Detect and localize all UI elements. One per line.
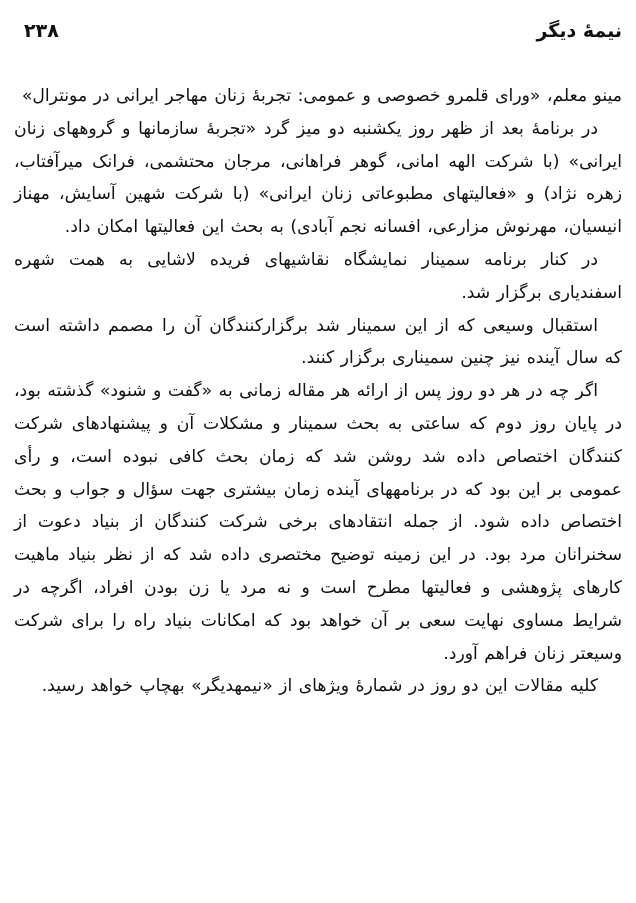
page-header — [14, 14, 622, 48]
paragraph: کلیه مقالات این دو روز در شمارهٔ ویژهای از «نیمهدیگر» بهچاپ خواهد رسید. — [41, 676, 598, 697]
paragraph: در برنامهٔ بعد از ظهر روز یکشنبه دو میز گرد «تجربهٔ سازمانها و گروههای زنان ایرانی» (با شرکت الهه امانی، گوهر فراهانی، مرجان محتشمی، فرانک میرآفتاب، زهره نژاد) و «فعالیتهای مطبوعاتی زنان ایرانی» (با شرکت شهین آسایش، مهناز انیسیان، مهرنوش مزارعی، افسانه نجم آبادی) به بحث این فعالیتها امکان داد. — [14, 118, 622, 238]
page-number: ۲۳۸ — [24, 20, 59, 42]
paragraph: مینو معلم، «ورای قلمرو خصوصی و عمومی: تجربهٔ زنان مهاجر ایرانی در مونترال» — [21, 86, 622, 106]
paragraph: استقبال وسیعی که از این سمینار شد برگزارکنندگان آن را مصمم داشته است که سال آینده نیز چنین سمیناری برگزار کنند. — [14, 315, 622, 369]
body-text — [14, 80, 622, 703]
paragraph: اگر چه در هر دو روز پس از ارائه هر مقاله زمانی به «گفت و شنود» گذشته بود، در پایان روز دوم که ساعتی به بحث سمینار و مشکلات آن و پیشنهادهای شرکت کنندگان اختصاص داده شد روشن شد که زمان بحث کافی نبوده است، و رأی عمومی بر این بود که در برنامههای آینده زمان بیشتری جهت سؤال و جواب و بحث اختصاص داده شود. از جمله انتقادهای برخی شرکت کنندگان از بنیاد دعوت از سخنرانان مرد بود. در این زمینه توضیح مختصری داده شد که از نظر بنیاد ماهیت کارهای پژوهشی و فعالیتها مطرح است و نه مرد یا زن بودن افراد، اگرچه در شرایط مساوی نهایت سعی بر آن خواهد بود که امکانات بنیاد راه را برای شرکت وسیعتر زنان فراهم آورد. — [14, 381, 622, 664]
running-title: نیمهٔ دیگر — [536, 20, 622, 42]
paragraph: در کنار برنامه سمینار نمایشگاه نقاشیهای فریده لاشایی به همت شهره اسفندیاری برگزار شد. — [14, 249, 622, 303]
